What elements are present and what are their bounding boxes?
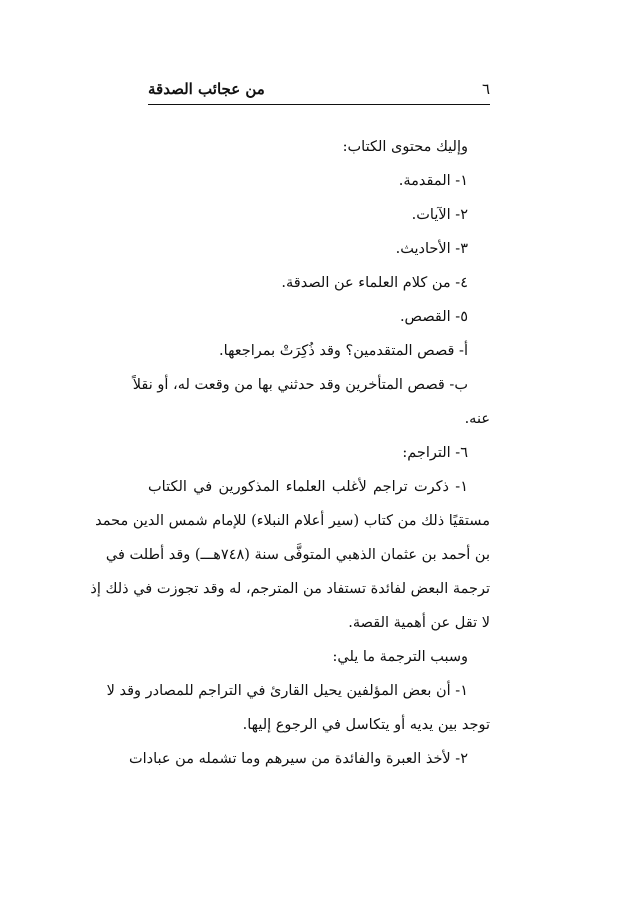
paragraph-line: بن أحمد بن عثمان الذهبي المتوفَّى سنة (٧٤٨هـــ) وقد أطلت في [105, 547, 490, 563]
sub-list-item: ب- قصص المتأخرين وقد حدثني بها من وقعت له، أو نقلاً [132, 377, 468, 393]
list-item: ١- المقدمة. [398, 173, 468, 189]
list-item: ٦- التراجم: [402, 445, 468, 461]
list-item: ٢- الآيات. [411, 207, 468, 223]
header-rule [148, 104, 490, 105]
paragraph-line: مستقيًا ذلك من كتاب (سير أعلام النبلاء) للإمام شمس الدين محمد [95, 513, 490, 529]
sub-list-item: أ- قصص المتقدمين؟ وقد ذُكِرَتْ بمراجعها. [219, 343, 468, 359]
paragraph-line: ترجمة البعض لفائدة تستفاد من المترجم، له وقد تجوزت في ذلك إذ [90, 581, 490, 597]
paragraph-line: ٢- لأخذ العبرة والفائدة من سيرهم وما تشمله من عبادات [128, 751, 468, 767]
paragraph-line: لا تقل عن أهمية القصة. [348, 615, 490, 631]
paragraph-line: توجد بين يديه أو يتكاسل في الرجوع إليها. [242, 717, 490, 733]
running-title: من عجائب الصدقة [148, 80, 265, 98]
page-number: ٦ [481, 80, 490, 98]
paragraph-line: ١- ذكرت تراجم لأغلب العلماء المذكورين في الكتاب [148, 479, 468, 495]
paragraph-line: ١- أن بعض المؤلفين يحيل القارئ في التراجم للمصادر وقد لا [106, 683, 468, 699]
page-header [148, 80, 490, 104]
list-item: ٣- الأحاديث. [395, 241, 468, 257]
list-item: ٤- من كلام العلماء عن الصدقة. [281, 275, 468, 291]
list-item: ٥- القصص. [399, 309, 468, 325]
page-body [90, 130, 490, 776]
paragraph-line: وسبب الترجمة ما يلي: [332, 649, 468, 665]
intro-line: وإليك محتوى الكتاب: [342, 139, 468, 155]
paragraph-line: عنه. [464, 411, 490, 427]
